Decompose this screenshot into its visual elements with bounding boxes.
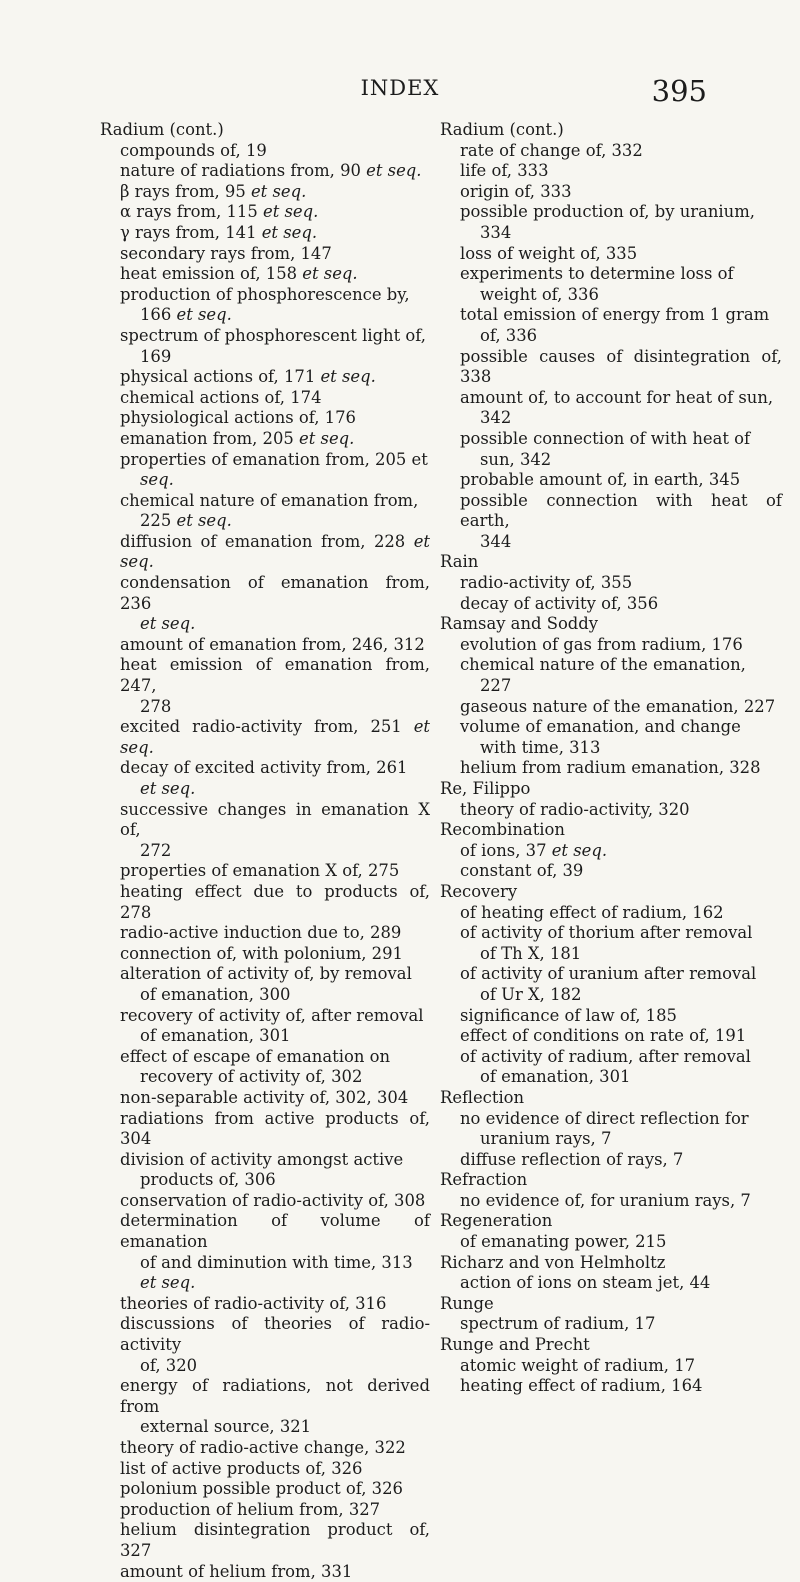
index-line: of Th X, 181 (480, 943, 582, 963)
index-subentry (440, 388, 782, 429)
index-heading (440, 1088, 782, 1109)
index-subentry (440, 923, 782, 964)
index-subentry (100, 1376, 430, 1438)
index-column-right (440, 120, 782, 1397)
index-subentry (440, 1006, 782, 1027)
index-line: of emanation, 301 (480, 1067, 631, 1087)
index-line: determination of volume of emanation (120, 1211, 430, 1252)
index-line: weight of, 336 (480, 284, 599, 304)
index-subentry (100, 635, 430, 656)
index-line: γ rays from, 141 et seq. (120, 222, 318, 242)
index-line: theory of radio-active change, 322 (120, 1438, 406, 1457)
index-line: Rain (440, 552, 479, 572)
index-line: of ions, 37 et seq. (460, 840, 608, 860)
index-heading (440, 779, 782, 800)
index-subentry (100, 326, 430, 367)
index-line: life of, 333 (460, 161, 549, 181)
index-subentry (440, 1356, 782, 1377)
index-line: discussions of theories of radio-activity (120, 1314, 430, 1355)
index-subentry (100, 161, 430, 182)
index-subentry (100, 182, 430, 203)
index-line: 272 (140, 840, 172, 860)
index-line: of activity of uranium after removal (460, 964, 757, 984)
index-subentry (440, 1150, 782, 1171)
index-line: nature of radiations from, 90 et seq. (120, 161, 422, 181)
index-subentry (440, 1314, 782, 1335)
index-subentry (100, 388, 430, 409)
page-number: 395 (651, 74, 707, 108)
index-subentry (100, 800, 430, 862)
index-line: of activity of radium, after removal (460, 1046, 751, 1066)
index-heading (440, 614, 782, 635)
index-subentry (440, 264, 782, 305)
index-line: action of ions on steam jet, 44 (460, 1273, 711, 1293)
index-line: of activity of thorium after removal (460, 923, 753, 943)
index-subentry (100, 655, 430, 717)
index-subentry (440, 202, 782, 243)
index-line: Ramsay and Soddy (440, 614, 599, 634)
index-subentry (100, 450, 430, 491)
index-subentry (440, 594, 782, 615)
index-heading (440, 820, 782, 841)
index-subentry (100, 1459, 430, 1480)
index-line: of emanation, 301 (140, 1026, 291, 1046)
index-subentry (100, 1150, 430, 1191)
index-line: α rays from, 115 et seq. (120, 202, 319, 222)
index-subentry (100, 964, 430, 1005)
index-line: energy of radiations, not derived from (120, 1376, 430, 1416)
index-heading (440, 1335, 782, 1356)
index-line: Recombination (440, 820, 565, 840)
index-subentry (440, 697, 782, 718)
index-line: decay of activity of, 356 (460, 593, 659, 613)
index-line: decay of excited activity from, 261 (120, 758, 408, 778)
index-heading (440, 1294, 782, 1315)
index-subentry (100, 367, 430, 388)
index-line: effect of conditions on rate of, 191 (460, 1026, 747, 1046)
index-line: properties of emanation from, 205 et (120, 449, 428, 469)
index-subentry (100, 1562, 430, 1582)
index-subentry (100, 1191, 430, 1212)
index-line: 169 (140, 346, 172, 366)
index-line: uranium rays, 7 (480, 1129, 612, 1149)
index-line: loss of weight of, 335 (460, 243, 638, 263)
index-line: properties of emanation X of, 275 (120, 861, 400, 881)
index-line: sun, 342 (480, 449, 552, 469)
index-subentry (100, 1294, 430, 1315)
index-line: physiological actions of, 176 (120, 408, 356, 428)
index-line: compounds of, 19 (120, 140, 267, 160)
index-line: Radium (cont.) (100, 120, 224, 139)
index-subentry (440, 758, 782, 779)
index-line: of Ur X, 182 (480, 984, 582, 1004)
index-line: non-separable activity of, 302, 304 (120, 1087, 409, 1107)
index-subentry (440, 491, 782, 553)
index-line: 342 (480, 408, 512, 428)
index-heading (440, 1253, 782, 1274)
index-line: of heating effect of radium, 162 (460, 902, 724, 922)
index-line: total emission of energy from 1 gram (460, 305, 770, 325)
index-line: spectrum of radium, 17 (460, 1314, 656, 1334)
index-heading (440, 1170, 782, 1191)
index-line: polonium possible product of, 326 (120, 1479, 403, 1499)
index-subentry (440, 903, 782, 924)
index-line: possible causes of disintegration of, 338 (460, 346, 782, 387)
index-subentry (100, 861, 430, 882)
index-subentry (100, 429, 430, 450)
index-line: et seq. (140, 1273, 196, 1293)
index-line: physical actions of, 171 et seq. (120, 367, 376, 387)
index-line: of emanation, 300 (140, 984, 291, 1004)
index-line: Refraction (440, 1170, 528, 1190)
index-line: spectrum of phosphorescent light of, (120, 325, 426, 345)
index-line: rate of change of, 332 (460, 140, 643, 160)
index-line: Runge (440, 1293, 494, 1313)
index-line: recovery of activity of, 302 (140, 1067, 363, 1087)
index-line: Richarz and von Helmholtz (440, 1252, 666, 1272)
index-subentry (100, 223, 430, 244)
index-subentry (100, 882, 430, 923)
index-subentry (100, 491, 430, 532)
index-line: 225 et seq. (140, 511, 232, 531)
index-subentry (100, 1211, 430, 1293)
index-subentry (100, 1006, 430, 1047)
index-subentry (440, 573, 782, 594)
index-line: possible connection of with heat of (460, 428, 751, 448)
index-line: heat emission of emanation from, 247, (120, 655, 430, 696)
index-line: β rays from, 95 et seq. (120, 181, 307, 201)
index-heading (100, 120, 430, 141)
index-heading (440, 1211, 782, 1232)
index-line: diffuse reflection of rays, 7 (460, 1149, 684, 1169)
index-subentry (440, 861, 782, 882)
index-line: 166 et seq. (140, 305, 232, 325)
index-line: Re, Filippo (440, 779, 531, 798)
index-line: helium from radium emanation, 328 (460, 758, 761, 778)
index-subentry (440, 244, 782, 265)
index-subentry (100, 408, 430, 429)
index-line: no evidence of, for uranium rays, 7 (460, 1190, 751, 1210)
index-subentry (100, 923, 430, 944)
index-subentry (440, 429, 782, 470)
index-subentry (100, 1047, 430, 1088)
index-line: volume of emanation, and change (460, 717, 741, 737)
index-line: products of, 306 (140, 1170, 276, 1190)
index-subentry (100, 1109, 430, 1150)
index-subentry (100, 202, 430, 223)
index-line: connection of, with polonium, 291 (120, 943, 403, 963)
page-header (0, 74, 800, 108)
index-subentry (440, 470, 782, 491)
index-line: of emanating power, 215 (460, 1232, 667, 1252)
index-line: 278 (140, 696, 172, 716)
index-subentry (440, 1026, 782, 1047)
index-subentry (440, 182, 782, 203)
page-title: INDEX (360, 76, 440, 100)
index-subentry (100, 244, 430, 265)
index-line: significance of law of, 185 (460, 1005, 677, 1025)
index-line: evolution of gas from radium, 176 (460, 634, 743, 654)
index-line: et seq. (140, 779, 196, 798)
index-subentry (440, 347, 782, 388)
index-line: amount of, to account for heat of sun, (460, 387, 774, 407)
index-subentry (100, 717, 430, 758)
index-line: division of activity amongst active (120, 1149, 404, 1169)
index-line: condensation of emanation from, 236 (120, 573, 430, 613)
index-line: atomic weight of radium, 17 (460, 1355, 696, 1375)
index-line: theories of radio-activity of, 316 (120, 1293, 387, 1313)
index-line: seq. (140, 470, 174, 490)
index-line: experiments to determine loss of (460, 264, 734, 284)
index-subentry (440, 655, 782, 696)
index-line: list of active products of, 326 (120, 1458, 363, 1478)
index-line: amount of helium from, 331 (120, 1561, 353, 1581)
index-subentry (440, 635, 782, 656)
index-line: heating effect of radium, 164 (460, 1376, 703, 1396)
index-subentry (440, 1232, 782, 1253)
index-subentry (100, 573, 430, 635)
index-line: secondary rays from, 147 (120, 243, 332, 263)
index-line: Runge and Precht (440, 1335, 590, 1355)
index-line: 334 (480, 222, 512, 242)
index-line: successive changes in emanation X of, (120, 799, 430, 840)
index-subentry (440, 1273, 782, 1294)
index-line: chemical nature of the emanation, (460, 655, 746, 675)
index-subentry (440, 964, 782, 1005)
index-line: of, 336 (480, 325, 538, 345)
index-subentry (440, 1109, 782, 1150)
index-line: of, 320 (140, 1355, 198, 1375)
index-line: probable amount of, in earth, 345 (460, 470, 741, 490)
index-line: chemical nature of emanation from, (120, 490, 419, 510)
index-line: alteration of activity of, by removal (120, 964, 412, 984)
index-subentry (100, 1088, 430, 1109)
index-line: possible production of, by uranium, (460, 202, 755, 222)
index-line: possible connection with heat of earth, (460, 490, 782, 531)
index-line: amount of emanation from, 246, 312 (120, 634, 425, 654)
index-line: production of helium from, 327 (120, 1499, 381, 1519)
index-line: Recovery (440, 881, 518, 901)
index-line: diffusion of emanation from, 228 et seq. (120, 531, 430, 572)
index-line: theory of radio-activity, 320 (460, 799, 690, 819)
index-line: with time, 313 (480, 737, 601, 757)
index-line: production of phosphorescence by, (120, 284, 410, 304)
index-line: of and diminution with time, 313 (140, 1252, 413, 1272)
index-line: Reflection (440, 1087, 525, 1107)
index-line: 227 (480, 676, 512, 696)
index-subentry (440, 841, 782, 862)
index-line: heat emission of, 158 et seq. (120, 264, 358, 284)
index-subentry (100, 1438, 430, 1459)
index-subentry (440, 161, 782, 182)
index-subentry (440, 1191, 782, 1212)
index-subentry (440, 717, 782, 758)
index-line: excited radio-activity from, 251 et seq. (120, 717, 430, 757)
index-subentry (100, 264, 430, 285)
index-line: Radium (cont.) (440, 120, 564, 139)
index-line: effect of escape of emanation on (120, 1046, 391, 1066)
index-subentry (100, 141, 430, 162)
index-line: no evidence of direct reflection for (460, 1108, 749, 1128)
index-subentry (100, 944, 430, 965)
index-line: radiations from active products of, 304 (120, 1108, 430, 1149)
index-line: radio-activity of, 355 (460, 573, 633, 593)
index-line: origin of, 333 (460, 181, 572, 201)
index-subentry (100, 532, 430, 573)
index-line: gaseous nature of the emanation, 227 (460, 696, 776, 716)
index-subentry (440, 800, 782, 821)
index-line: conservation of radio-activity of, 308 (120, 1190, 426, 1210)
index-line: recovery of activity of, after removal (120, 1005, 424, 1025)
index-line: heating effect due to products of, 278 (120, 881, 430, 922)
index-subentry (100, 1500, 430, 1521)
index-subentry (440, 305, 782, 346)
index-line: Regeneration (440, 1211, 553, 1231)
index-subentry (100, 1479, 430, 1500)
index-column-left (100, 120, 430, 1582)
index-heading (440, 552, 782, 573)
index-line: external source, 321 (140, 1417, 312, 1437)
index-subentry (100, 285, 430, 326)
index-subentry (440, 1376, 782, 1397)
index-subentry (100, 758, 430, 799)
index-line: emanation from, 205 et seq. (120, 428, 355, 448)
index-line: constant of, 39 (460, 861, 584, 881)
index-subentry (440, 141, 782, 162)
index-line: 344 (480, 531, 512, 551)
index-subentry (100, 1314, 430, 1376)
index-line: helium disintegration product of, 327 (120, 1520, 430, 1560)
index-heading (440, 882, 782, 903)
index-subentry (440, 1047, 782, 1088)
index-subentry (100, 1520, 430, 1561)
index-line: et seq. (140, 614, 196, 634)
index-heading (440, 120, 782, 141)
index-line: chemical actions of, 174 (120, 387, 322, 407)
index-line: radio-active induction due to, 289 (120, 923, 402, 943)
